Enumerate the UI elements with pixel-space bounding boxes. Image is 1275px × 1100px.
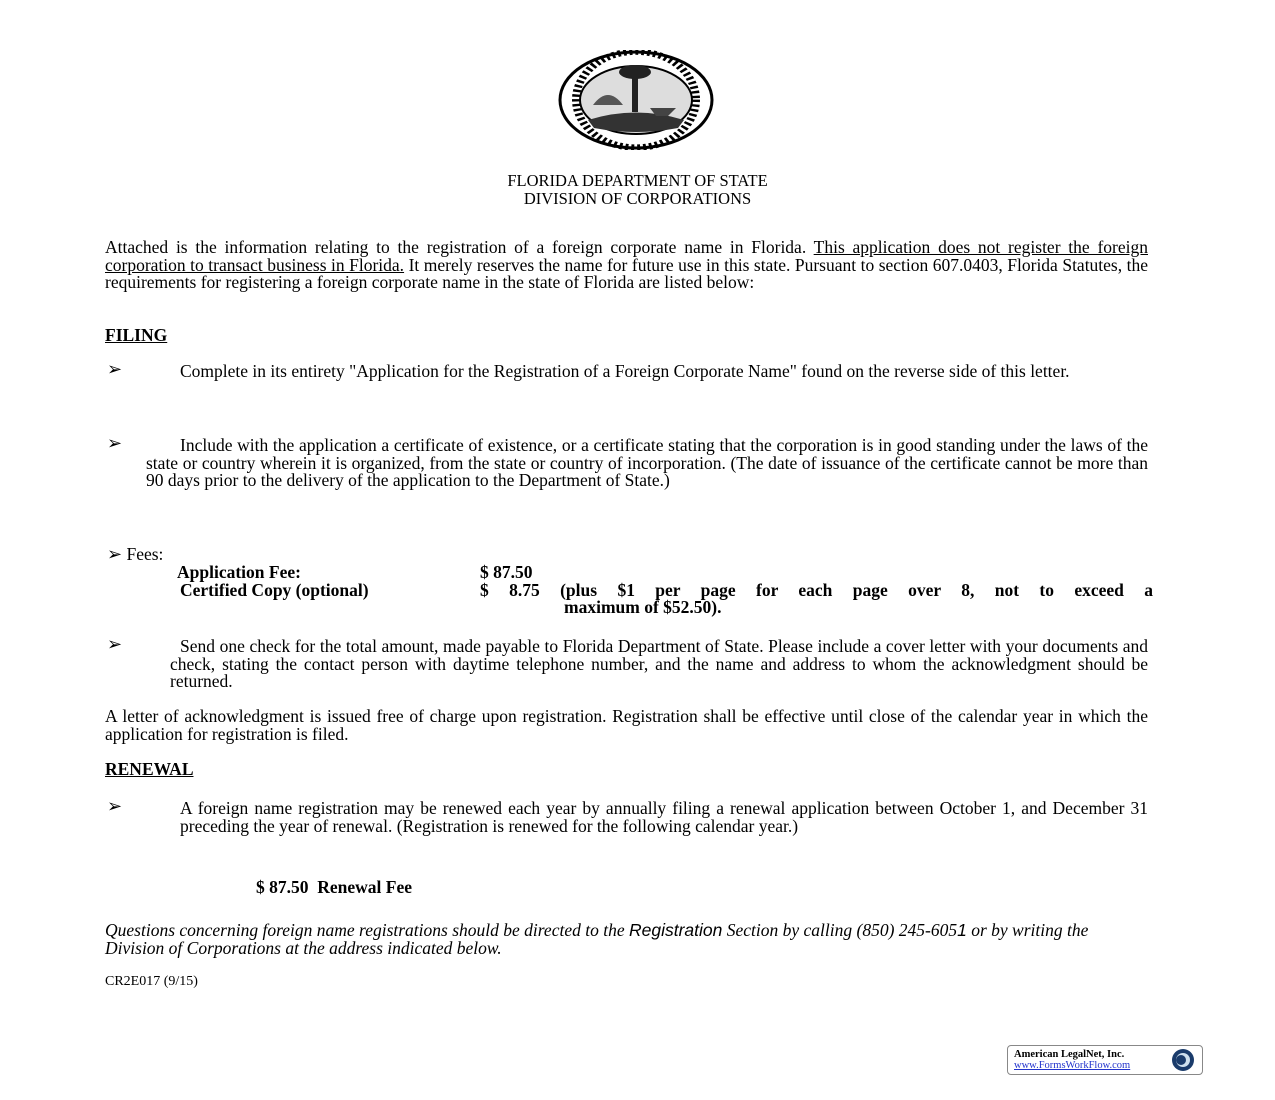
bullet-arrow-icon: ➢ bbox=[107, 433, 123, 453]
intro-underlined-text: This application does not register the foreign corporation to transact business in Florida. bbox=[105, 237, 1148, 275]
form-code: CR2E017 (9/15) bbox=[105, 974, 198, 989]
filing-bullet-application: Complete in its entirety "Application for the Registration of a Foreign Corporate Name" found on the reverse side of this letter. bbox=[180, 361, 1070, 381]
questions-phone: Section by calling (850) 245-605 bbox=[722, 920, 958, 940]
application-fee-value: $ 87.50 bbox=[480, 562, 533, 582]
acknowledgment-paragraph: A letter of acknowledgment is issued free of charge upon registration. Registration shall be effective until close of the calendar year in which the application for registration is filed. bbox=[105, 706, 1148, 744]
filing-bullet-payment: Send one check for the total amount, made payable to Florida Department of State. Please include a cover letter with your documents and check, stating the contact person with daytime telephone number, and the name and address to whom the acknowledgment should be returned. bbox=[170, 636, 1148, 691]
filing-heading: FILING bbox=[105, 325, 168, 345]
renewal-fee bbox=[256, 879, 412, 897]
renewal-fee-amount: $ 87.50 bbox=[256, 877, 309, 897]
bullet-arrow-icon: ➢ bbox=[107, 796, 123, 816]
bullet-arrow-icon: ➢ bbox=[107, 544, 123, 564]
bullet-arrow-icon: ➢ bbox=[107, 359, 123, 379]
certified-copy-label: Certified Copy (optional) bbox=[180, 580, 369, 600]
renewal-heading: RENEWAL bbox=[105, 759, 194, 779]
renewal-fee-label: Renewal Fee bbox=[317, 877, 413, 897]
bullet-arrow-icon: ➢ bbox=[107, 634, 123, 654]
header-department: FLORIDA DEPARTMENT OF STATE bbox=[507, 171, 768, 190]
badge-url-link[interactable]: www.FormsWorkFlow.com bbox=[1014, 1060, 1131, 1071]
certified-copy-value: $ 8.75 (plus $1 per page for each page over 8, not to exceed a bbox=[480, 580, 1153, 600]
fees-line bbox=[107, 546, 163, 564]
globe-logo-icon bbox=[1170, 1048, 1196, 1076]
header-division: DIVISION OF CORPORATIONS bbox=[523, 189, 752, 208]
intro-text: Attached is the information relating to the registration of a foreign corporate name in Florida. bbox=[105, 237, 814, 257]
questions-paragraph bbox=[105, 922, 1145, 957]
formsworkflow-badge[interactable] bbox=[1007, 1045, 1203, 1075]
filing-bullet-certificate: Include with the application a certificate of existence, or a certificate stating that the corporation is in good standing under the laws of the state or country wherein it is organized, from the state or country of incorporation. (The date of issuance of the certificate cannot be more than 90 days prior to the delivery of the application to the Department of State.) bbox=[146, 435, 1148, 490]
questions-registration: Registration bbox=[628, 920, 723, 940]
application-fee-label: Application Fee: bbox=[177, 562, 301, 582]
intro-text-cont: It merely reserves the name for future use in this state. Pursuant to section 607.0403, Florida Statutes, the requirements for registering a foreign corporate name in the state of Florida are listed below: bbox=[105, 254, 1149, 292]
questions-phone-digit: 1 bbox=[957, 920, 967, 940]
intro-paragraph bbox=[105, 239, 1148, 292]
certified-copy-value-cont: maximum of $52.50). bbox=[564, 597, 722, 617]
renewal-bullet: A foreign name registration may be renewed each year by annually filing a renewal application between October 1, and December 31 preceding the year of renewal. (Registration is renewed for the following calendar year.) bbox=[180, 798, 1148, 836]
florida-state-seal bbox=[558, 50, 714, 150]
badge-company: American LegalNet, Inc. bbox=[1014, 1049, 1125, 1060]
questions-text: Questions concerning foreign name registrations should be directed to the bbox=[105, 920, 629, 940]
questions-text-cont: or by writing the Division of Corporations at the address indicated below. bbox=[105, 920, 1089, 958]
fees-label: Fees: bbox=[126, 544, 164, 564]
